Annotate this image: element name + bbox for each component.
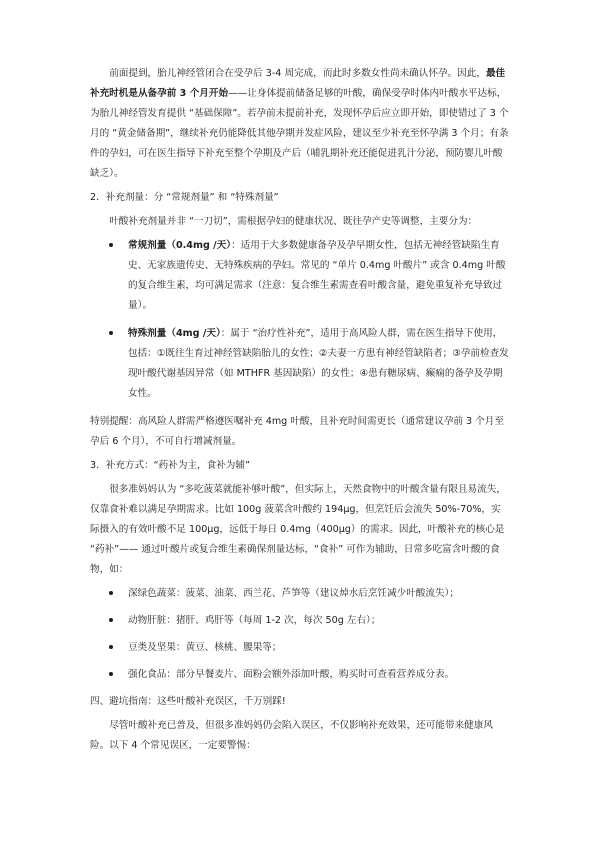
bullet-icon xyxy=(109,645,113,649)
dosage-list xyxy=(90,236,509,404)
dosage-item-special xyxy=(90,324,509,404)
food-item: 豆类及坚果：黄豆、核桃、腰果等； xyxy=(90,638,509,658)
dosage-heading: 2．补充剂量：分 “常规剂量” 和 “特殊剂量” xyxy=(90,192,279,203)
pitfalls-intro: 尽管叶酸补充已普及，但很多准妈妈仍会陷入误区，不仅影响补充效果，还可能带来健康风险。以下 4 个常见误区，一定要警惕： xyxy=(90,720,493,751)
timing-text-post: ——让身体提前储备足够的叶酸，确保受孕时体内叶酸水平达标，为胎儿神经管发育提供 “基础保障”。若孕前未提前补充，发现怀孕后应立即开始，即使错过了 3 个月的 “黄金储备期”，继续补充仍能降低其他孕期并发症风险，建议至少补充至怀孕满 3 个月；有条件的孕妇，可在医生指导下补充至整个孕期及产后（哺乳期补充还能促进乳汁分泌，预防婴儿叶酸缺乏）。 xyxy=(90,88,509,179)
dosage-item-text: ：属于 “治疗性补充”，适用于高风险人群，需在医生指导下使用，包括：①既往生育过神经管缺陷胎儿的女性；②夫妻一方患有神经管缺陷者；③孕前检查发现叶酸代谢基因异常（如 MTHFR 基因缺陷）的女性；④患有糖尿病、癫痫的备孕及孕期女性。 xyxy=(128,328,509,399)
food-item: 强化食品：部分早餐麦片、面粉会额外添加叶酸，购买时可查看营养成分表。 xyxy=(90,665,509,685)
method-paragraph: 很多准妈妈认为 “多吃菠菜就能补够叶酸”，但实际上，天然食物中的叶酸含量有限且易流失，仅靠食补难以满足孕期需求。比如 100g 菠菜含叶酸约 194μg，但烹饪后会流失 50%-70%，实际摄入的有效叶酸不足 100μg，远低于每日 0.4mg（400μg）的需求。因此，叶酸补充的核心是 “药补”—— 通过叶酸片或复合维生素确保剂量达标，“食补” 可作为辅助，日常多吃富含叶酸的食物，如： xyxy=(90,484,506,575)
dosage-item-regular xyxy=(90,236,509,316)
food-list xyxy=(90,584,509,685)
timing-paragraph xyxy=(90,64,509,184)
dosage-item-title: 特殊剂量（4mg /天） xyxy=(128,328,221,339)
dosage-intro: 叶酸补充剂量并非 “一刀切”，需根据孕妇的健康状况、既往孕产史等调整，主要分为： xyxy=(109,216,478,227)
bullet-icon xyxy=(109,591,113,595)
timing-text-pre: 前面提到，胎儿神经管闭合在受孕后 3-4 周完成，而此时多数女性尚未确认怀孕。因此， xyxy=(109,68,486,79)
dosage-item-text: ：适用于大多数健康备孕及孕早期女性，包括无神经管缺陷生育史、无家族遗传史、无特殊疾病的孕妇。常见的 “单片 0.4mg 叶酸片” 或含 0.4mg 叶酸的复合维生素，均可满足需求（注意：复合维生素需查看叶酸含量，避免重复补充导致过量）。 xyxy=(128,240,506,311)
special-reminder: 特别提醒：高风险人群需严格遵医嘱补充 4mg 叶酸，且补充时间需更长（通常建议孕前 3 个月至孕后 6 个月），不可自行增减剂量。 xyxy=(90,416,504,447)
method-heading: 3．补充方式：“药补为主，食补为辅” xyxy=(90,460,250,471)
dosage-item-title: 常规剂量（0.4mg /天） xyxy=(128,240,232,251)
document-body xyxy=(90,64,509,756)
bullet-icon xyxy=(109,618,113,622)
bullet-icon xyxy=(109,243,113,247)
pitfalls-heading: 四、避坑指南：这些叶酸补充误区，千万别踩! xyxy=(90,696,286,707)
bullet-icon xyxy=(109,331,113,335)
timing-emphasis: 最佳补充时机是从备孕前 3 个月开始 xyxy=(90,68,506,99)
food-item: 深绿色蔬菜：菠菜、油菜、西兰花、芦笋等（建议焯水后烹饪减少叶酸流失）； xyxy=(90,584,509,604)
bullet-icon xyxy=(109,672,113,676)
food-item: 动物肝脏：猪肝、鸡肝等（每周 1-2 次，每次 50g 左右）； xyxy=(90,611,509,631)
